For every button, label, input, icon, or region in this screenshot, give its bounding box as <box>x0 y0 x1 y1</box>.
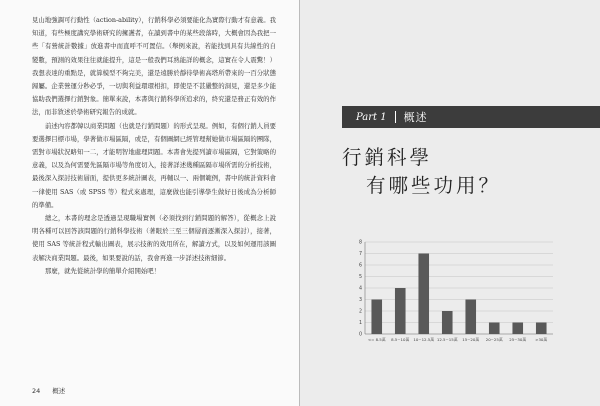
bar <box>489 323 500 335</box>
paragraph-2: 前述內容都韓以商業問題（也就是行銷問題）的形式呈現。例如，有個行銷人員要要選擇目標市場，學著做市場區隔，或是，有個圖網已經管理幫她做市場區隔的團隊，需對市場狀況略知一二，才能明智地處理問題。本書會先提列讀市場區隔，它對策略的意義，以及為何需要先區隔市場等角度切入，接著詳述幾種區隔市場所需的分析技術，最後深入探討技術層面，提供更多統計圖表，再輔以一、兩個範例，書中的統計資料會一律使用 SAS（或 SPSS 等）程式來處理，這麼做也能引導學生做好日後成為分析師的準備。 <box>32 121 276 209</box>
chapter-title-line-1: 行銷科學 <box>342 146 433 169</box>
part-banner <box>342 106 600 128</box>
y-tick-label: 3 <box>358 298 362 304</box>
y-tick-label: 7 <box>358 252 362 258</box>
y-tick-label: 2 <box>358 309 362 315</box>
x-tick-label: 15~20萬 <box>462 337 480 342</box>
y-tick-label: 6 <box>358 263 362 269</box>
bar <box>512 323 523 335</box>
bar <box>465 300 476 335</box>
x-tick-label: 25~30萬 <box>509 337 527 342</box>
chart-svg <box>355 238 555 350</box>
part-separator <box>395 111 396 123</box>
x-tick-label: <= 8.5萬 <box>367 337 386 342</box>
income-histogram <box>355 238 555 350</box>
bar <box>536 323 547 335</box>
part-title: 概述 <box>403 111 428 124</box>
x-tick-label: 20~25萬 <box>485 337 503 342</box>
paragraph-3: 總之，本書的理念是透過呈現職場實例（必須找到行銷問題的解答），從概念上說明各種可以回答該問題的行銷科學技術（著眼於三至三個層面逐漸深入探討），接著，使用 SAS 等統計程式輸出圖表，展示技術的效用所在，解讀方式，以及如何運用該圖表解決商業問題。最後，如果要說的話，我會再進一步詳述技術細節。 <box>32 214 276 262</box>
chapter-title-line-2: 有哪些功用？ <box>366 174 502 197</box>
bar <box>442 311 453 334</box>
y-tick-label: 5 <box>358 275 362 281</box>
part-label: Part 1 <box>356 111 387 123</box>
bar <box>395 288 406 334</box>
chapter-title <box>300 144 600 200</box>
paragraph-4: 那麼，就先從統計學的簡單介紹開始吧！ <box>45 266 161 275</box>
page-number: 24 <box>32 387 41 395</box>
x-tick-label: 8.5~10萬 <box>391 337 410 342</box>
y-tick-label: 4 <box>358 286 362 292</box>
bar <box>418 254 429 335</box>
bar <box>371 300 382 335</box>
x-tick-label: 10~12.5萬 <box>413 337 435 342</box>
paragraph-1: 見山地強調可行動性（action-ability），行銷科學必須要能化為實際行動才有意義。我知道，有些極度講究學術研究的擁護者，在讀到書中的某些段落時，大概會因為我把一些「有營統計數據」放進書中而直呼不可置信。（舉例來說，若能找到具有共線性的自變數，預測的效果往往就能提升，這是一般我們耳熟能詳的概念，這實在令人震驚！）我想表達的重點是，就算模型不夠完美，還是遠勝於靜待學術高塔所帶來的一百分狀態歸屬。企業營運分秒必爭，一切與利益環環相扣，即使是不甚嚴整的洞見，還是多少能協助我們選擇行銷對象。簡單來說，本書與行銷科學所追求的，終究還是務正有效的作法，而非敘述於學術研究報告的成就。 <box>32 16 276 117</box>
page-folio <box>32 386 77 395</box>
x-tick-label: 12.5~15萬 <box>436 337 458 342</box>
y-tick-label: 0 <box>358 332 362 338</box>
body-text <box>32 14 276 278</box>
x-tick-label: >30萬 <box>535 337 548 342</box>
y-tick-label: 1 <box>358 321 362 327</box>
y-tick-label: 8 <box>358 240 362 246</box>
running-head: 概述 <box>52 387 66 395</box>
